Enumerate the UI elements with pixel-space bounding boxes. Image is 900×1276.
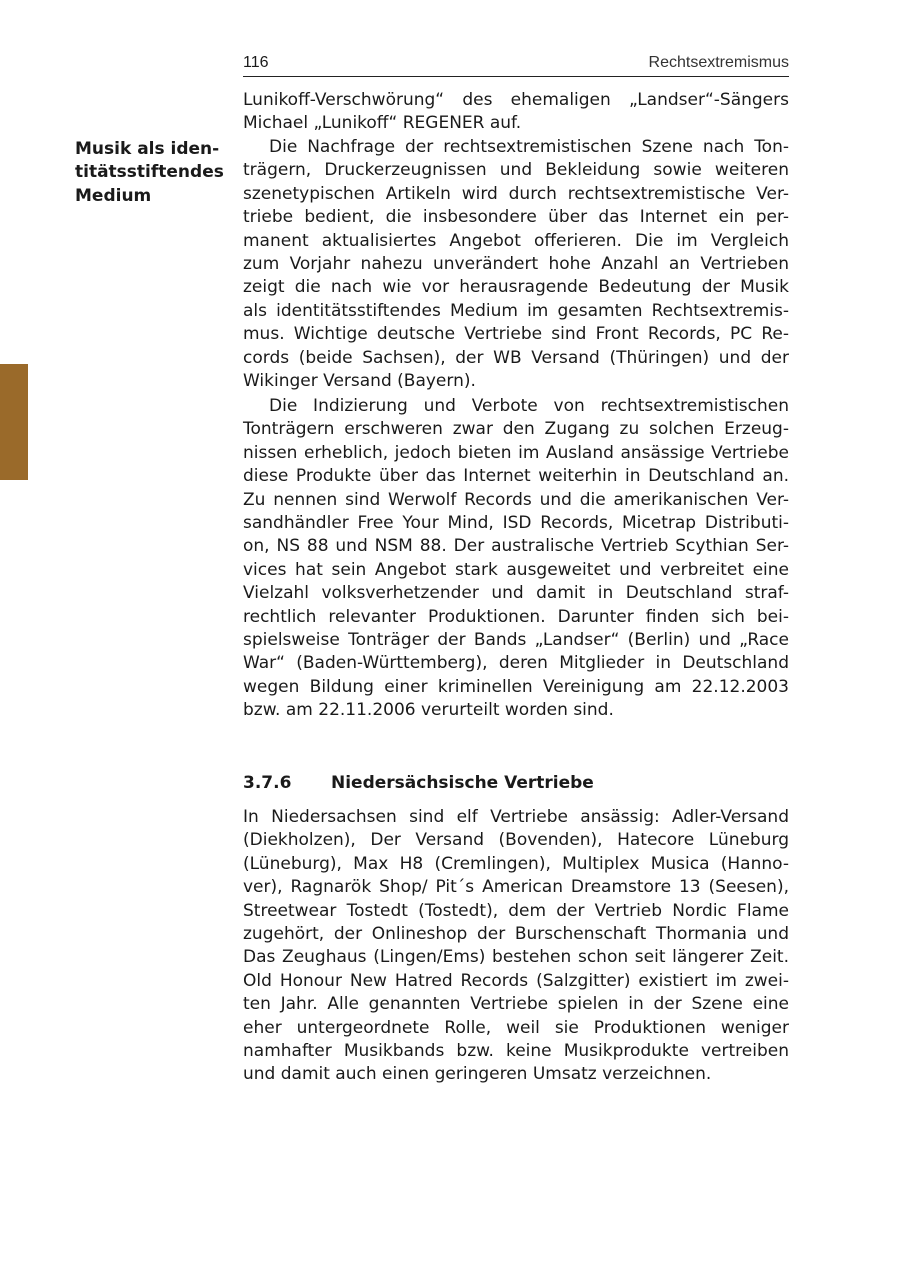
text-line: zeigt die nach wie vor herausragende Bedeutung der Musik (243, 277, 789, 298)
text-line: nissen erheblich, jedoch bieten im Ausland ansässige Vertriebe (243, 442, 789, 463)
margin-note-line: Musik als iden- (75, 139, 220, 159)
section-title: Niedersächsische Vertriebe (331, 773, 594, 793)
text-line: zum Vorjahr nahezu unverändert hohe Anzahl an Vertrieben (243, 254, 789, 275)
text-line: ver), Ragnarök Shop/ Pit´s American Dreamstore 13 (Seesen), (243, 877, 789, 898)
running-head: Rechtsextremismus (648, 54, 789, 71)
text-line: In Niedersachsen sind elf Vertriebe ansässig: Adler-Versand (243, 807, 789, 827)
page-header (243, 52, 789, 77)
text-line: und damit auch einen geringeren Umsatz verzeichnen. (243, 1064, 712, 1085)
text-line: Vielzahl volksverhetzender und damit in Deutschland straf- (243, 583, 789, 604)
text-line: Lunikoff-Verschwörung“ des ehemaligen „Landser“-Sängers (243, 90, 789, 110)
page-number: 116 (243, 54, 269, 71)
margin-note-line: titätsstiftendes (75, 162, 224, 183)
text-line: bzw. am 22.11.2006 verurteilt worden sind. (243, 700, 614, 721)
paragraph-music-distribution (243, 136, 789, 393)
text-line: War“ (Baden-Württemberg), deren Mitglieder in Deutschland (243, 653, 789, 674)
chapter-thumb-tab (0, 364, 28, 480)
paragraph-continuation (243, 89, 789, 136)
text-line: namhafter Musikbands bzw. keine Musikprodukte vertreiben (243, 1041, 789, 1062)
text-line: wegen Bildung einer kriminellen Vereinigung am 22.12.2003 (243, 676, 789, 697)
text-line: Die Nachfrage der rechtsextremistischen Szene nach Ton- (269, 137, 789, 157)
text-line: triebe bedient, die insbesondere über das Internet ein per- (243, 207, 789, 228)
paragraph-lower-saxony (243, 806, 789, 1087)
text-line: mus. Wichtige deutsche Vertriebe sind Front Records, PC Re- (243, 324, 789, 345)
text-line: diese Produkte über das Internet weiterhin in Deutschland an. (243, 466, 789, 487)
text-line: Zu nennen sind Werwolf Records und die amerikanischen Ver- (243, 489, 789, 510)
margin-note-line: Medium (75, 185, 152, 206)
text-line: Michael „Lunikoff“ REGENER auf. (243, 113, 522, 134)
text-line: (Diekholzen), Der Versand (Bovenden), Hatecore Lüneburg (243, 830, 789, 851)
text-line: Old Honour New Hatred Records (Salzgitter) existiert im zwei- (243, 970, 789, 991)
text-line: als identitätsstiftendes Medium im gesamten Rechtsextremis- (243, 300, 789, 321)
text-line: Wikinger Versand (Bayern). (243, 371, 476, 392)
text-line: zugehört, der Onlineshop der Burschenschaft Thormania und (243, 924, 789, 945)
text-line: on, NS 88 und NSM 88. Der australische Vertrieb Scythian Ser- (243, 536, 789, 557)
text-line: Das Zeughaus (Lingen/Ems) bestehen schon seit längerer Zeit. (243, 947, 789, 968)
text-line: Streetwear Tostedt (Tostedt), dem der Vertrieb Nordic Flame (243, 900, 789, 921)
text-line: vices hat sein Angebot stark ausgeweitet und verbreitet eine (243, 559, 789, 580)
text-line: ten Jahr. Alle genannten Vertriebe spielen in der Szene eine (243, 994, 789, 1015)
margin-note (75, 138, 225, 208)
text-line: spielsweise Tonträger der Bands „Landser“ (Berlin) und „Race (243, 630, 789, 651)
text-line: rechtlich relevanter Produktionen. Darunter finden sich bei- (243, 606, 789, 627)
paragraph-foreign-distribution (243, 395, 789, 723)
text-line: manent aktualisiertes Angebot offerieren. Die im Vergleich (243, 230, 789, 251)
text-line: cords (beide Sachsen), der WB Versand (Thüringen) und der (243, 347, 789, 368)
text-line: Die Indizierung und Verbote von rechtsextremistischen (269, 396, 789, 416)
text-line: Tonträgern erschweren zwar den Zugang zu solchen Erzeug- (243, 419, 789, 440)
text-line: eher untergeordnete Rolle, weil sie Produktionen weniger (243, 1017, 789, 1038)
text-line: sandhändler Free Your Mind, ISD Records, Micetrap Distributi- (243, 513, 789, 534)
section-heading (243, 772, 789, 795)
section-number: 3.7.6 (243, 773, 292, 793)
text-line: szenetypischen Artikeln wird durch rechtsextremistische Ver- (243, 183, 789, 204)
text-line: trägern, Druckerzeugnissen und Bekleidung sowie weiteren (243, 160, 789, 181)
text-line: (Lüneburg), Max H8 (Cremlingen), Multiplex Musica (Hanno- (243, 853, 789, 874)
